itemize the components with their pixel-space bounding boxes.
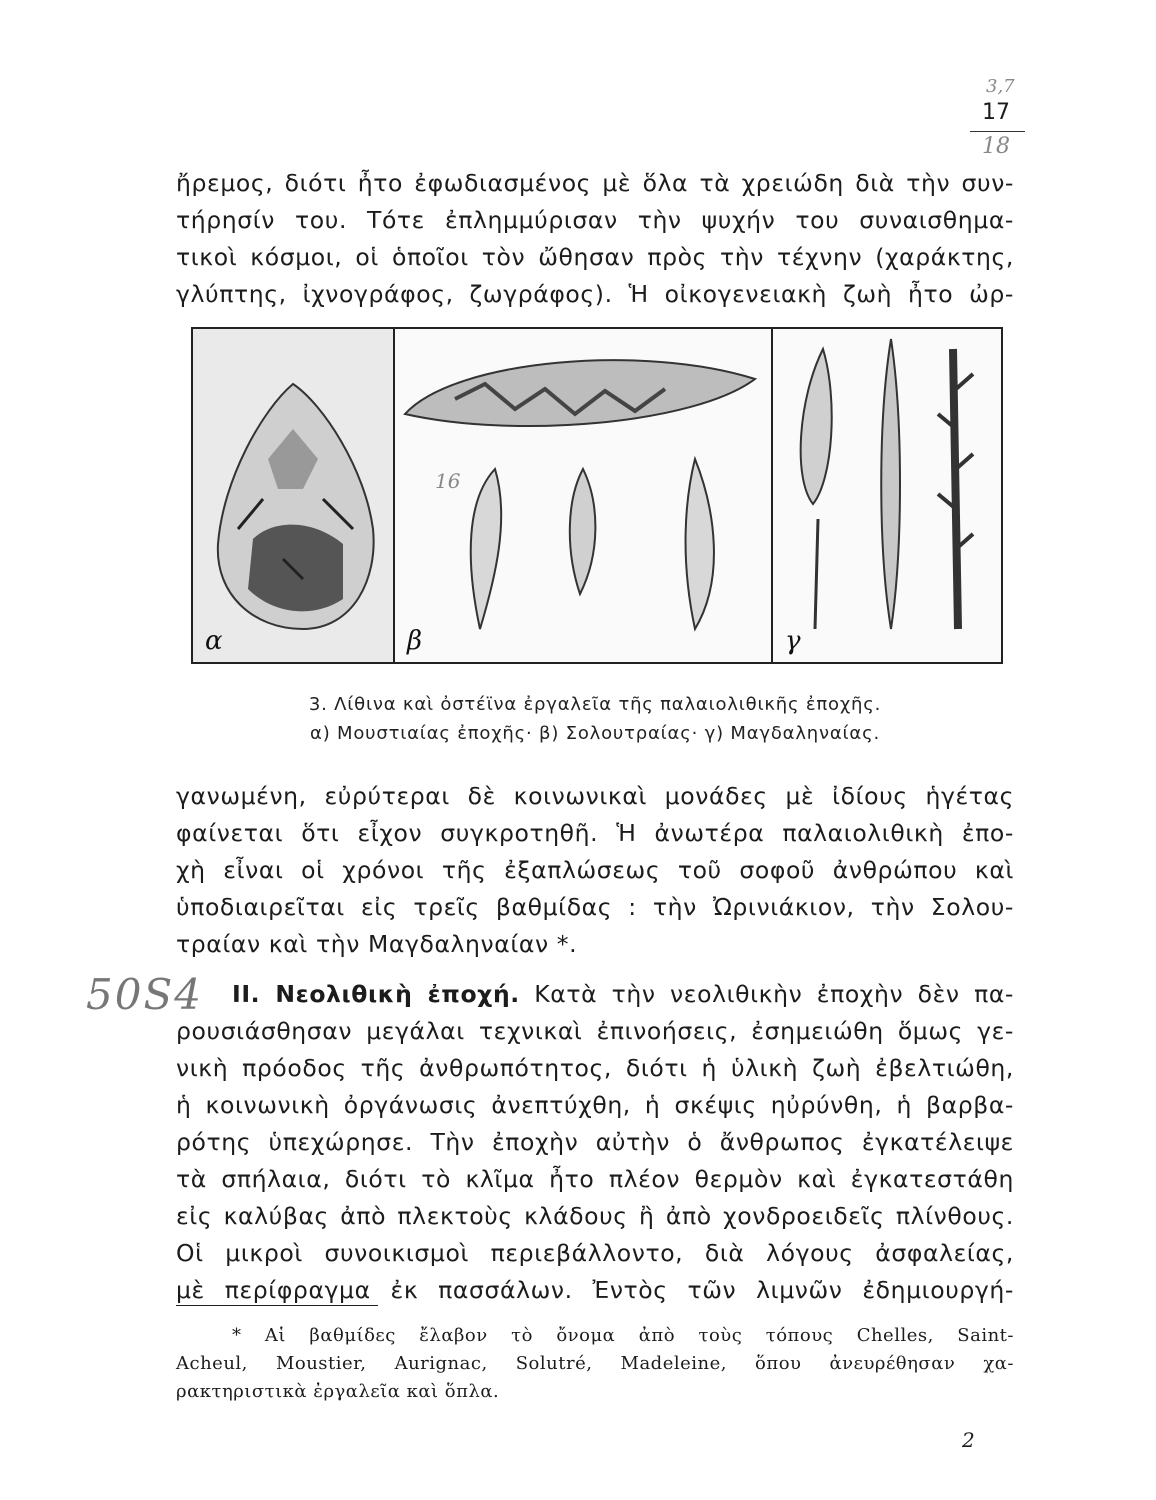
- panel-label-a: α: [205, 626, 223, 656]
- text-line: τὰ σπήλαια, διότι τὸ κλῖμα ἦτο πλέον θερμὸν καὶ ἐγκατεστάθη: [176, 1165, 1014, 1193]
- text-line: ἤρεμος, διότι ἦτο ἐφωδιασμένος μὲ ὅλα τὰ χρειώδη διὰ τὴν συν-: [176, 169, 1014, 197]
- paragraph-2: [176, 778, 1014, 963]
- page-number-rule: [970, 131, 1025, 132]
- text-line: χὴ εἶναι οἱ χρόνοι τῆς ἐξαπλώσεως τοῦ σοφοῦ ἀνθρώπου καὶ: [176, 856, 1014, 884]
- text-line: ὑποδιαιρεῖται εἰς τρεῖς βαθμίδας : τὴν Ὠρινιάκιον, τὴν Σολου-: [176, 893, 1014, 921]
- text-line: φαίνεται ὅτι εἶχον συγκροτηθῆ. Ἡ ἀνωτέρα παλαιολιθικὴ ἐπο-: [176, 819, 1014, 847]
- figure-caption-line-2: α) Μουστιαίας ἐποχῆς· β) Σολουτραίας· γ) Μαγδαληναίας.: [310, 723, 880, 744]
- footnote-line: * Αἱ βαθμίδες ἔλαβον τὸ ὄνομα ἀπὸ τοὺς τόπους Chelles, Saint-: [232, 1325, 1014, 1346]
- solutrean-points-illustration: [395, 329, 771, 662]
- section-heading: ΙΙ. Νεολιθικὴ ἐποχή.: [232, 980, 520, 1008]
- text-line: γανωμένη, εὐρύτεραι δὲ κοινωνικαὶ μονάδες μὲ ἰδίους ἡγέτας: [176, 782, 1014, 810]
- panel-label-b: β: [407, 626, 423, 656]
- section-first-line: [176, 976, 1014, 1013]
- figure-stone-tools: [191, 327, 1003, 664]
- text-line: ρουσιάσθησαν μεγάλαι τεχνικαὶ ἐπινοήσεις, ἐσημειώθη ὅμως γε-: [176, 1017, 1014, 1045]
- page-number: 17: [982, 100, 1010, 125]
- pencil-page-note: 3,7: [986, 76, 1015, 97]
- text-line: ἡ κοινωνικὴ ὀργάνωσις ἀνεπτύχθη, ἡ σκέψις ηὐρύνθη, ἡ βαρβα-: [176, 1091, 1014, 1119]
- text-line: μὲ περίφραγμα ἐκ πασσάλων. Ἐντὸς τῶν λιμνῶν ἐδημιουργή-: [176, 1276, 1014, 1304]
- figure-panel-b: [395, 329, 773, 662]
- text-line: τήρησίν του. Τότε ἐπλημμύρισαν τὴν ψυχήν του συναισθημα-: [176, 206, 1014, 234]
- paragraph-3: [176, 976, 1014, 1309]
- text-fragment: Κατὰ τὴν νεολιθικὴν ἐποχὴν δὲν πα-: [534, 980, 1015, 1008]
- signature-mark: 2: [962, 1428, 975, 1452]
- paragraph-1: [176, 165, 1014, 313]
- text-line: τικοὶ κόσμοι, οἱ ὁποῖοι τὸν ὤθησαν πρὸς τὴν τέχνην (χαράκτης,: [176, 243, 1014, 271]
- pencil-page-number: 18: [982, 134, 1010, 159]
- footnote-rule: [176, 1305, 378, 1306]
- figure-caption-line-1: 3. Λίθινα καὶ ὀστέϊνα ἐργαλεῖα τῆς παλαιολιθικῆς ἐποχῆς.: [308, 694, 882, 715]
- text-line: τραίαν καὶ τὴν Μαγδαληναίαν *.: [176, 930, 578, 958]
- bone-harpoons-illustration: [773, 329, 999, 662]
- text-line: νικὴ πρόοδος τῆς ἀνθρωπότητος, διότι ἡ ὑλικὴ ζωὴ ἐβελτιώθη,: [176, 1054, 1014, 1082]
- pencil-margin-note: 50S4: [86, 970, 203, 1019]
- figure-panel-a: [193, 329, 395, 662]
- footnote: [176, 1322, 1014, 1406]
- panel-label-c: γ: [785, 626, 801, 656]
- text-line: ρότης ὑπεχώρησε. Τὴν ἐποχὴν αὐτὴν ὁ ἄνθρωπος ἐγκατέλειψε: [176, 1128, 1014, 1156]
- handaxe-illustration: [193, 329, 393, 662]
- figure-panel-c: [773, 329, 1001, 662]
- footnote-line: Acheul, Moustier, Aurignac, Solutré, Madeleine, ὅπου ἀνευρέθησαν χα-: [176, 1353, 1014, 1374]
- text-line: Οἱ μικροὶ συνοικισμοὶ περιεβάλλοντο, διὰ λόγους ἀσφαλείας,: [176, 1239, 1014, 1267]
- text-line: εἰς καλύβας ἀπὸ πλεκτοὺς κλάδους ἢ ἀπὸ χονδροειδεῖς πλίνθους.: [176, 1202, 1014, 1230]
- text-line: γλύπτης, ἰχνογράφος, ζωγράφος). Ἡ οἰκογενειακὴ ζωὴ ἦτο ὠρ-: [176, 280, 1014, 308]
- pencil-figure-note: 16: [435, 469, 461, 493]
- footnote-line: ρακτηριστικὰ ἐργαλεῖα καὶ ὅπλα.: [176, 1381, 500, 1402]
